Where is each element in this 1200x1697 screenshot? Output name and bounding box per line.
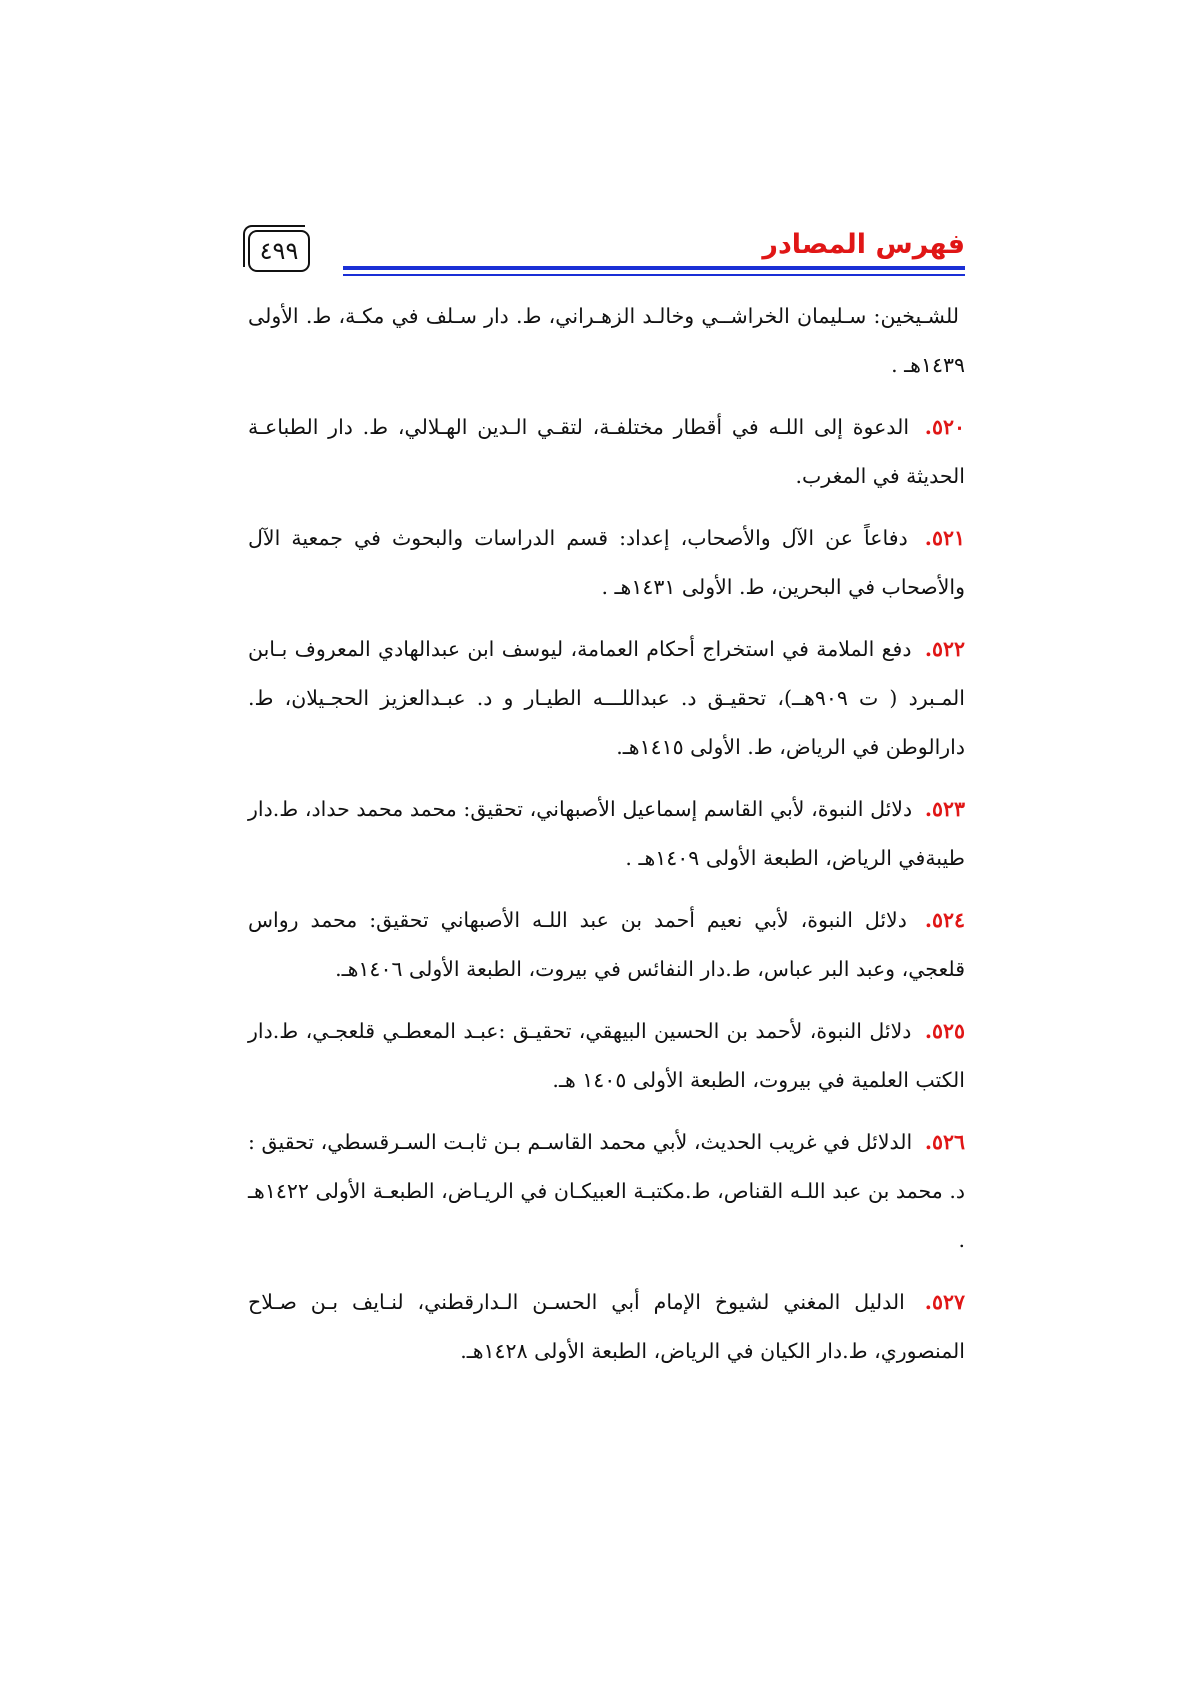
bibliography-entry (248, 785, 965, 883)
entry-text: دفع الملامة في استخراج أحكام العمامة، ليوسف ابن عبدالهادي المعروف بـابن المـبرد ( ت ٩٠٩هــ)، تحقيـق د. عبداللـــه الطيـار و د. عبـدالعزيز الحجـيلان، ط. دارالوطن في الرياض، ط. الأولى ١٤١٥هـ. (248, 637, 965, 759)
bibliography-entry (248, 1007, 965, 1105)
entry-number: ٥٢٤. (924, 908, 965, 932)
page-header (248, 228, 965, 278)
header-rule-thin (343, 274, 965, 276)
bibliography-list (248, 292, 965, 1389)
bibliography-entry (248, 896, 965, 994)
entry-number: ٥٢٦. (924, 1130, 965, 1154)
entry-text: دلائل النبوة، لأحمد بن الحسين البيهقي، تحقيـق :عبـد المعطـي قلعجـي، ط.دار الكتب العلمية في بيروت، الطبعة الأولى ١٤٠٥ هـ. (248, 1019, 965, 1092)
bibliography-entry (248, 625, 965, 772)
page-number: ٤٩٩ (259, 237, 299, 265)
header-rule-thick (343, 266, 965, 270)
entry-text: للشـيخين: سـليمان الخراشــي وخالـد الزهـراني، ط. دار سـلف في مكـة، ط. الأولى ١٤٣٩هـ . (248, 304, 965, 377)
entry-number: ٥٢٢. (924, 637, 965, 661)
entry-text: دلائل النبوة، لأبي القاسم إسماعيل الأصبهاني، تحقيق: محمد محمد حداد، ط.دار طيبةفي الرياض، الطبعة الأولى ١٤٠٩هـ . (248, 797, 965, 870)
bibliography-entry (248, 1118, 965, 1265)
entry-text: الدليل المغني لشيوخ الإمام أبي الحسـن الـدارقطني، لنـايف بـن صـلاح المنصوري، ط.دار الكيان في الرياض، الطبعة الأولى ١٤٢٨هـ. (248, 1290, 965, 1363)
bibliography-entry (248, 1278, 965, 1376)
entry-text: الدلائل في غريب الحديث، لأبي محمد القاسـم بـن ثابـت السـرقسطي، تحقيق : د. محمد بن عبد اللـه القناص، ط.مكتبـة العبيكـان في الريـاض، الطبعـة الأولى ١٤٢٢هـ . (248, 1130, 965, 1252)
entry-number: ٥٢٠. (924, 415, 965, 439)
section-title: فهرس المصادر (762, 229, 965, 260)
entry-text: دفاعاً عن الآل والأصحاب، إعداد: قسم الدراسات والبحوث في جمعية الآل والأصحاب في البحرين، ط. الأولى ١٤٣١هـ . (248, 526, 965, 599)
entry-number: ٥٢٣. (924, 797, 965, 821)
entry-text: الدعوة إلى اللـه في أقطار مختلفـة، لتقـي الـدين الهـلالي، ط. دار الطباعـة الحديثة في المغرب. (248, 415, 965, 488)
entry-number: ٥٢٧. (924, 1290, 965, 1314)
entry-text: دلائل النبوة، لأبي نعيم أحمد بن عبد اللـه الأصبهاني تحقيق: محمد رواس قلعجي، وعبد البر عباس، ط.دار النفائس في بيروت، الطبعة الأولى ١٤٠٦هـ. (248, 908, 965, 981)
page-number-frame (248, 230, 310, 272)
entry-number: ٥٢٥. (924, 1019, 965, 1043)
entry-number: ٥٢١. (924, 526, 965, 550)
bibliography-entry (248, 292, 965, 390)
bibliography-entry (248, 403, 965, 501)
bibliography-entry (248, 514, 965, 612)
